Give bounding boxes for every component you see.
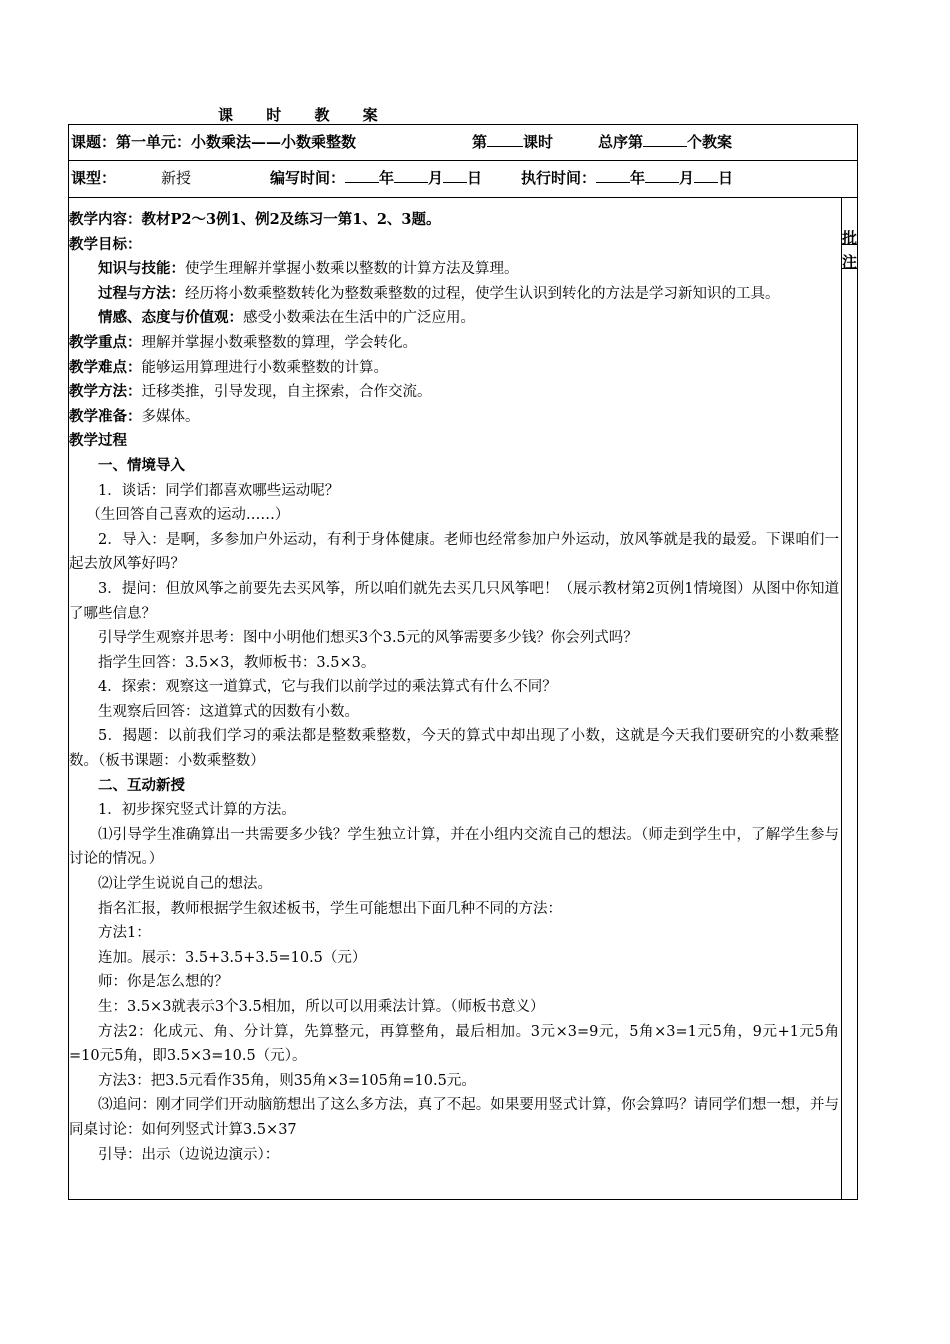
teaching-content: 教学内容：教材P2～3例1、例2及练习一第1、2、3题。 bbox=[69, 211, 441, 228]
paragraph: 5．揭题：以前我们学习的乘法都是整数乘整数，今天的算式中却出现了小数，这就是今天我们要研究的小数乘整数。（板书课题：小数乘整数） bbox=[69, 728, 839, 770]
paragraph: 2．导入：是啊，多参加户外运动，有利于身体健康。老师也经常参加户外运动，放风筝就是我的最爱。下课咱们一起去放风筝好吗？ bbox=[69, 531, 839, 573]
section-1-heading: 一、情境导入 bbox=[98, 456, 185, 474]
write-date-field: 编写时间： 年 月 日 bbox=[270, 169, 483, 187]
paragraph: 1．谈话：同学们都喜欢哪些运动呢？ bbox=[98, 482, 340, 499]
lesson-content-cell bbox=[69, 198, 842, 1200]
goal-knowledge: 知识与技能：使学生理解并掌握小数乘以整数的计算方法及算理。 bbox=[98, 260, 519, 278]
paragraph: ⑴引导学生准确算出一共需要多少钱？学生独立计算，并在小组内交流自己的想法。（师走到学生中，了解学生参与讨论的情况。） bbox=[69, 826, 839, 868]
paragraph: 方法2：化成元、角、分计算，先算整元，再算整角，最后相加。3元×3=9元，5角×3=1元5角，9元+1元5角=10元5角，即3.5×3=10.5（元）。 bbox=[69, 1023, 839, 1065]
topic-value: 第一单元：小数乘法——小数乘整数 bbox=[116, 133, 357, 151]
topic-label: 课题： bbox=[71, 133, 117, 151]
header-row-type bbox=[69, 160, 857, 198]
order-number-field: 总序第 个教案 bbox=[598, 133, 733, 151]
goal-emotion: 情感、态度与价值观：感受小数乘法在生活中的广泛应用。 bbox=[98, 309, 475, 327]
teaching-prep: 教学准备：多媒体。 bbox=[69, 407, 200, 425]
paragraph: 生观察后回答：这道算式的因数有小数。 bbox=[98, 703, 359, 720]
type-value: 新授 bbox=[161, 169, 192, 187]
paragraph: 连加。展示：3.5+3.5+3.5=10.5（元） bbox=[98, 949, 367, 966]
annotation-label: 批 注 bbox=[842, 229, 858, 271]
paragraph: 引导：出示（边说边演示）： bbox=[98, 1146, 280, 1163]
goal-process: 过程与方法：经历将小数乘整数转化为整数乘整数的过程，使学生认识到转化的方法是学习新知识的工具。 bbox=[98, 284, 780, 302]
annotation-column bbox=[842, 198, 857, 1200]
paragraph: ⑶追问：刚才同学们开动脑筋想出了这么多方法，真了不起。如果要用竖式计算，你会算吗？请同学们想一想，并与同桌讨论：如何列竖式计算3.5×37 bbox=[69, 1097, 839, 1138]
paragraph: 引导学生观察并思考：图中小明他们想买3个3.5元的风筝需要多少钱？你会列式吗？ bbox=[98, 630, 638, 647]
paragraph: 指名汇报，教师根据学生叙述板书，学生可能想出下面几种不同的方法： bbox=[98, 900, 562, 917]
paragraph: 师：你是怎么想的？ bbox=[98, 974, 229, 991]
key-point: 教学重点：理解并掌握小数乘整数的算理，学会转化。 bbox=[69, 333, 417, 351]
paragraph: ⑵让学生说说自己的想法。 bbox=[98, 876, 272, 893]
paragraph: 方法3：把3.5元看作35角，则35角×3=105角=10.5元。 bbox=[98, 1072, 476, 1089]
lesson-plan-table bbox=[68, 124, 858, 1200]
process-heading: 教学过程 bbox=[69, 432, 127, 450]
type-label: 课型： bbox=[71, 169, 117, 187]
paragraph: 4．探索：观察这一道算式，它与我们以前学过的乘法算式有什么不同？ bbox=[98, 679, 557, 696]
section-2-heading: 二、互动新授 bbox=[98, 776, 185, 794]
paragraph: 3．提问：但放风筝之前要先去买风筝，所以咱们就先去买几只风筝吧！（展示教材第2页例1情境图）从图中你知道了哪些信息？ bbox=[69, 580, 839, 622]
paragraph: 1．初步探究竖式计算的方法。 bbox=[98, 802, 296, 819]
paragraph: 方法1： bbox=[98, 925, 151, 942]
paragraph: 指学生回答：3.5×3，教师板书：3.5×3。 bbox=[98, 654, 376, 671]
teaching-goals-heading: 教学目标： bbox=[69, 235, 142, 253]
paragraph: 生：3.5×3就表示3个3.5相加，所以可以用乘法计算。（师板书意义） bbox=[98, 999, 545, 1015]
lesson-number-field: 第 课时 bbox=[472, 133, 554, 151]
header-row-topic bbox=[69, 125, 857, 161]
page-title: 课 时 教 案 bbox=[218, 106, 392, 124]
lesson-content-text bbox=[69, 208, 839, 1167]
difficult-point: 教学难点：能够运用算理进行小数乘整数的计算。 bbox=[69, 358, 388, 376]
paragraph: （生回答自己喜欢的运动……） bbox=[86, 507, 290, 524]
exec-date-field: 执行时间： 年 月 日 bbox=[521, 169, 734, 187]
teaching-method: 教学方法：迁移类推，引导发现，自主探索，合作交流。 bbox=[69, 383, 432, 401]
